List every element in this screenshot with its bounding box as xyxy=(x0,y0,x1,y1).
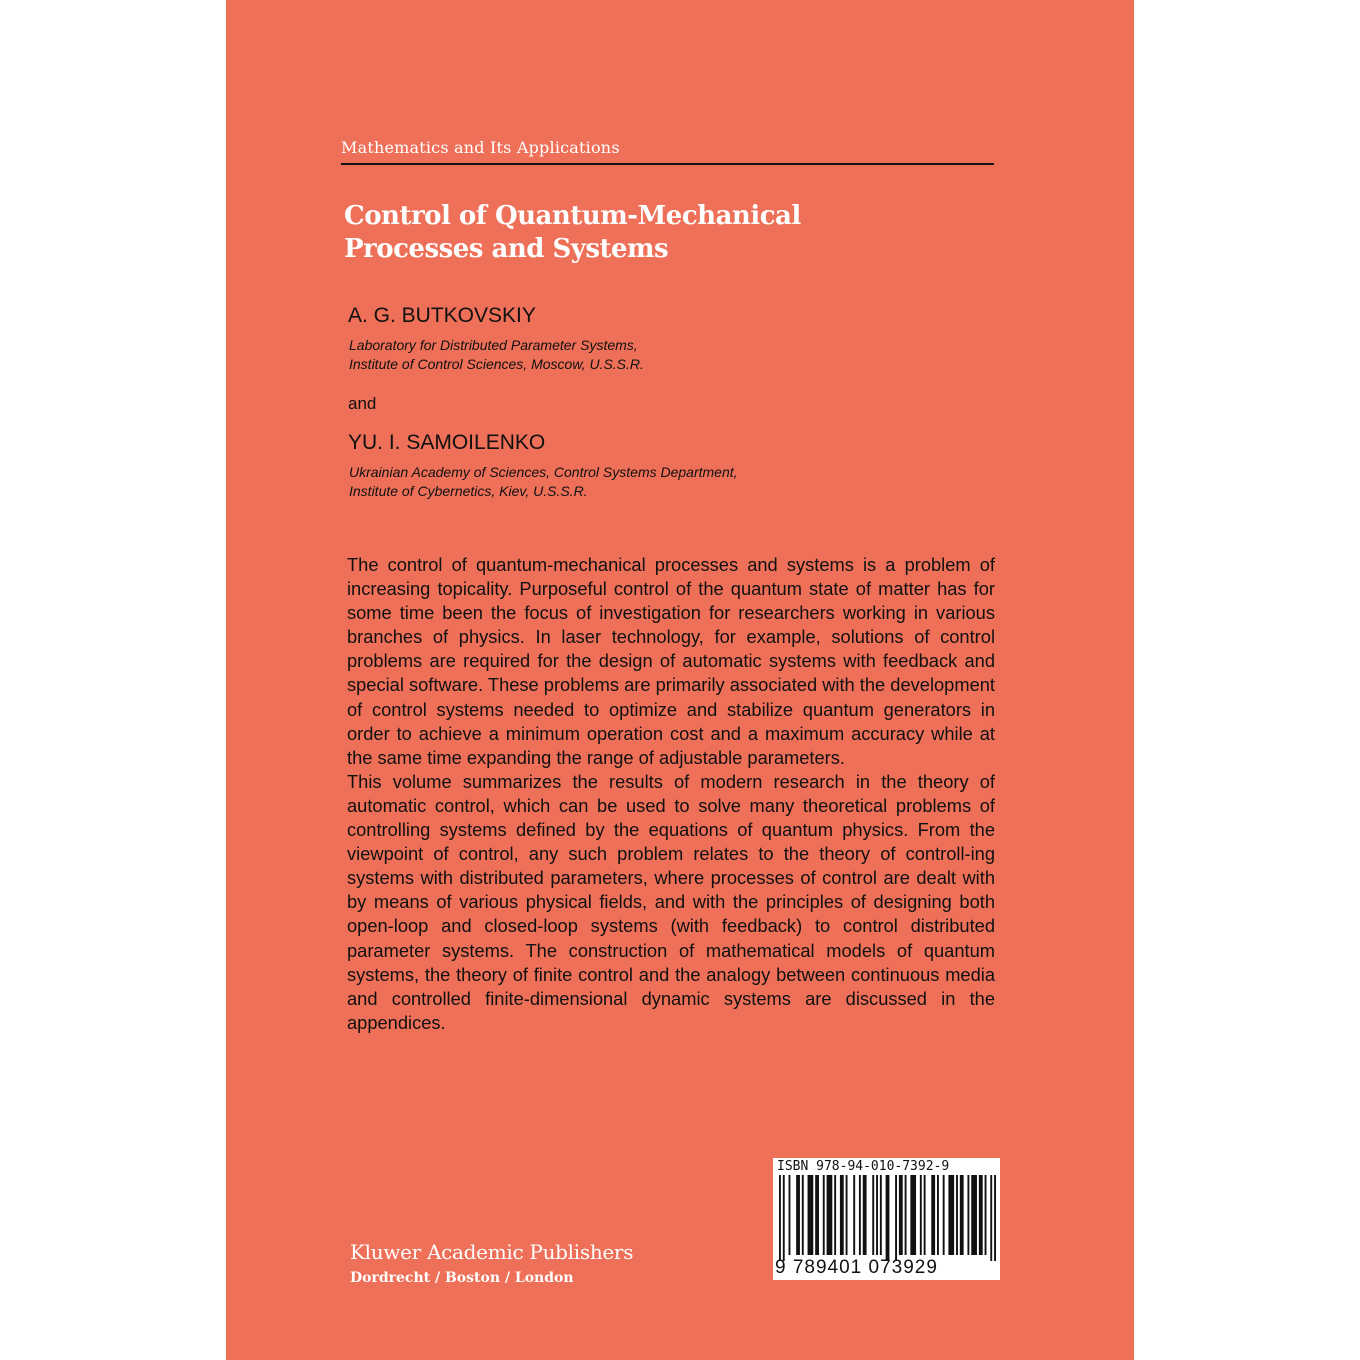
barcode-bar xyxy=(971,1175,977,1255)
author-1-name: A. G. BUTKOVSKIY xyxy=(348,304,536,327)
author-2-affiliation xyxy=(349,463,738,501)
author-1-affiliation xyxy=(349,336,644,374)
barcode-bar xyxy=(808,1175,814,1255)
barcode-bar xyxy=(910,1175,916,1255)
affiliation-line: Institute of Control Sciences, Moscow, U.S.S.R. xyxy=(349,356,644,372)
barcode-digits: 9 789401 073929 xyxy=(775,1257,938,1278)
description-paragraph: This volume summarizes the results of modern research in the theory of automatic control, which can be used to solve many theoretical problems of controlling systems defined by the equations of quantum physics. From the viewpoint of control, any such problem relates to the theory of controll-ing systems with distributed parameters, where processes of control are dealt with by means of various physical fields, and with the principles of designing both open-loop and closed-loop systems (with feedback) to control distributed parameter systems. The construction of mathematical models of quantum systems, the theory of finite control and the analogy between continuous media and controlled finite-dimensional dynamic systems are discussed in the appendices. xyxy=(347,770,995,1033)
barcode-bar xyxy=(834,1175,836,1255)
barcode-bar xyxy=(859,1175,861,1255)
barcode-bar xyxy=(886,1175,890,1261)
barcode-bar xyxy=(796,1175,800,1255)
book-description xyxy=(347,553,995,1035)
barcode-bar xyxy=(920,1175,922,1255)
barcode-bar xyxy=(895,1175,897,1261)
barcode-icon xyxy=(779,1175,996,1261)
affiliation-line: Ukrainian Academy of Sciences, Control Systems Department, xyxy=(349,464,738,480)
book-title xyxy=(344,200,944,266)
isbn-label: ISBN 978-94-010-7392-9 xyxy=(777,1159,950,1174)
barcode-bar xyxy=(815,1175,819,1255)
barcode-bar xyxy=(863,1175,867,1255)
barcode-bar xyxy=(899,1175,903,1255)
affiliation-line: Institute of Cybernetics, Kiev, U.S.S.R. xyxy=(349,483,588,499)
barcode-bar xyxy=(840,1175,844,1255)
barcode-bar xyxy=(937,1175,939,1255)
barcode-bar xyxy=(789,1175,791,1255)
barcode-bar xyxy=(967,1175,969,1255)
publisher-name: Kluwer Academic Publishers xyxy=(350,1240,634,1264)
barcode-bar xyxy=(943,1175,945,1255)
barcode-bar xyxy=(990,1175,992,1261)
barcode-bar xyxy=(979,1175,983,1255)
affiliation-line: Laboratory for Distributed Parameter Systems, xyxy=(349,337,638,353)
barcode-bar xyxy=(846,1175,848,1255)
title-line-1: Control of Quantum-Mechanical xyxy=(344,201,801,231)
author-2-name: YU. I. SAMOILENKO xyxy=(348,431,546,454)
barcode-bar xyxy=(931,1175,935,1255)
series-divider xyxy=(341,163,994,165)
barcode-bar xyxy=(872,1175,874,1255)
barcode-bar xyxy=(802,1175,804,1255)
barcode-bar xyxy=(853,1175,855,1255)
barcode-bar xyxy=(960,1175,964,1255)
barcode-bar xyxy=(876,1175,878,1255)
title-line-2: Processes and Systems xyxy=(344,234,669,264)
barcode-bar xyxy=(905,1175,907,1255)
barcode-bar xyxy=(956,1175,958,1255)
barcode-bar xyxy=(823,1175,825,1255)
author-conjunction: and xyxy=(348,394,377,413)
barcode-bar xyxy=(994,1175,996,1261)
barcode-bar xyxy=(924,1175,926,1255)
publisher-locations: Dordrecht / Boston / London xyxy=(350,1270,574,1286)
barcode-bar xyxy=(783,1175,785,1261)
description-paragraph: The control of quantum-mechanical processes and systems is a problem of increasing topicality. Purposeful control of the quantum state of matter has for some time been the focus of investigation for researchers working in various branches of physics. In laser technology, for example, solutions of control problems are required for the design of automatic systems with feedback and special software. These problems are primarily associated with the development of control systems needed to optimize and stabilize quantum generators in order to achieve a minimum operation cost and a maximum accuracy while at the same time expanding the range of adjustable parameters. xyxy=(347,554,995,768)
series-name: Mathematics and Its Applications xyxy=(341,138,620,157)
barcode-bar xyxy=(779,1175,781,1261)
barcode-bar xyxy=(827,1175,833,1255)
barcode-bar xyxy=(948,1175,954,1255)
barcode-bar xyxy=(985,1175,987,1255)
barcode-bar xyxy=(880,1175,882,1255)
isbn-barcode-block xyxy=(773,1158,1000,1280)
